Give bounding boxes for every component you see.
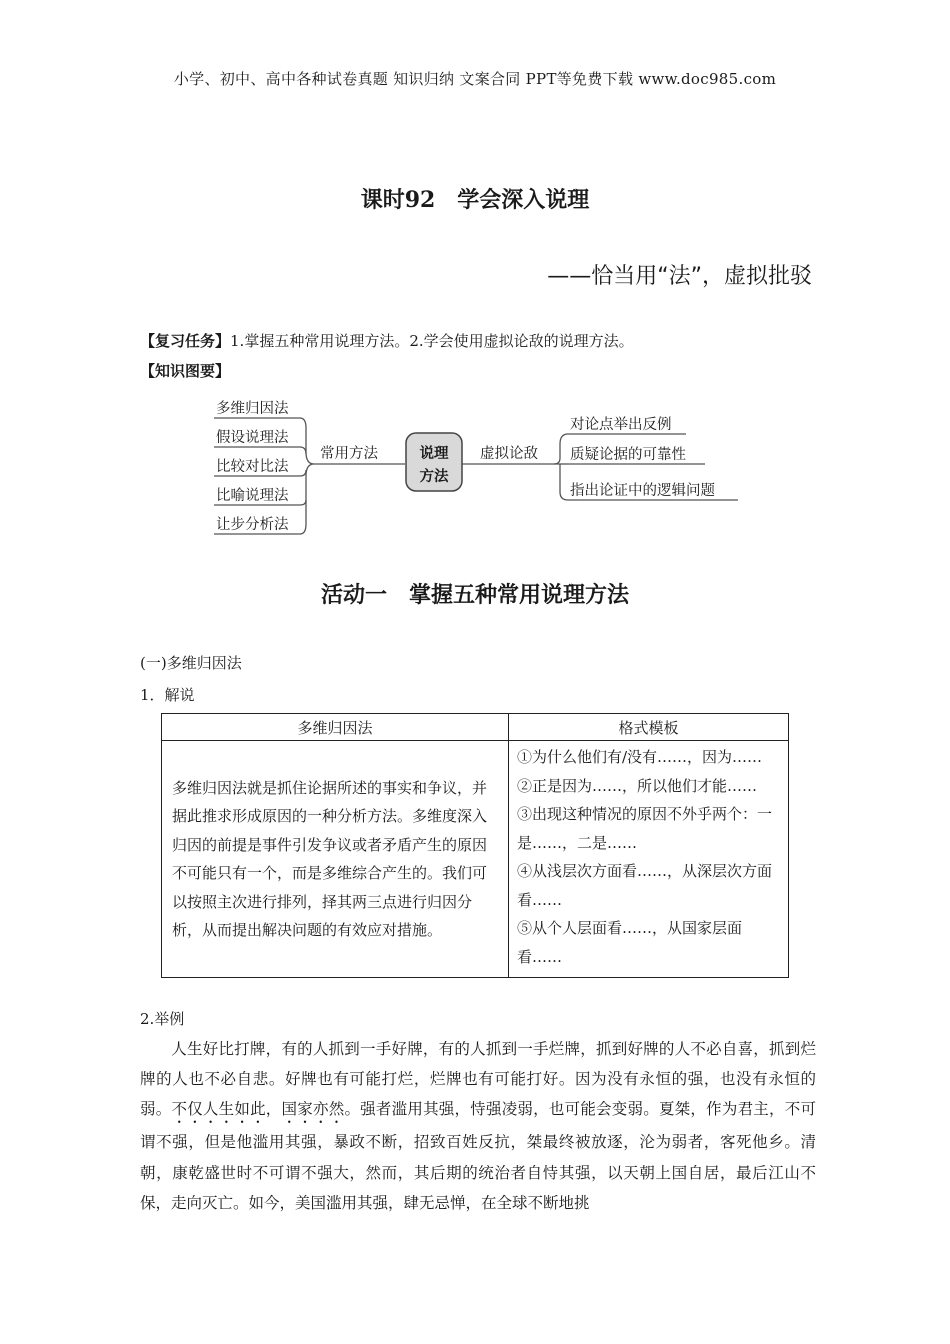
center-node-line2: 方法 xyxy=(419,469,449,485)
page-header: 小学、初中、高中各种试卷真题 知识归纳 文案合同 PPT等免费下载 www.doc985.com xyxy=(173,70,777,88)
center-node-line1: 说理 xyxy=(419,446,449,462)
subsection-title: (一)多维归因法 xyxy=(140,654,242,672)
section-title: 活动一 掌握五种常用说理方法 xyxy=(320,582,629,608)
right-item: 质疑论据的可靠性 xyxy=(570,447,686,463)
knowledge-mind-map xyxy=(200,388,760,538)
left-item: 比喻说理法 xyxy=(216,488,289,504)
left-branch-label: 常用方法 xyxy=(320,446,378,462)
example-heading: 2.举例 xyxy=(140,1010,185,1028)
right-item: 指出论证中的逻辑问题 xyxy=(570,483,715,499)
table-header-template: 格式模板 xyxy=(509,714,789,741)
lesson-title: 课时92 学会深入说理 xyxy=(360,187,590,213)
method-table xyxy=(161,713,789,978)
template-item: ④从浅层次方面看……，从深层次方面看…… xyxy=(517,862,773,909)
right-branch-label: 虚拟论敌 xyxy=(480,446,538,462)
method-description: 多维归因法就是抓住论据所述的事实和争议，并据此推求形成原因的一种分析方法。多维度深入归因的前提是事件引发争议或者矛盾产生的原因不可能只有一个，而是多维综合产生的。我们可以按照主次进行排列，择其两三点进行归因分析，从而提出解决问题的有效应对措施。 xyxy=(162,741,509,978)
template-item: ①为什么他们有/没有……，因为…… xyxy=(517,748,763,766)
example-emphasis: 不仅人生如此，国家亦然 xyxy=(171,1100,345,1119)
left-item: 多维归因法 xyxy=(216,401,289,417)
review-task-label: 【复习任务】 xyxy=(140,332,231,350)
right-item: 对论点举出反例 xyxy=(570,417,672,433)
knowledge-map-label: 【知识图要】 xyxy=(140,362,231,380)
explain-heading: 1．解说 xyxy=(140,686,195,704)
lesson-subtitle: ——恰当用“法”，虚拟批驳 xyxy=(547,264,812,289)
left-item: 比较对比法 xyxy=(216,459,289,475)
example-paragraph xyxy=(140,1034,816,1218)
table-header-method: 多维归因法 xyxy=(162,714,509,741)
template-item: ③出现这种情况的原因不外乎两个：一是……，二是…… xyxy=(517,805,773,852)
template-item: ⑤从个人层面看……，从国家层面看…… xyxy=(517,919,743,966)
example-text-part2: 。强者滥用其强，恃强凌弱，也可能会变弱。夏桀，作为君主，不可谓不强，但是他滥用其强，暴政不断，招致百姓反抗，桀最终被放逐，沦为弱者，客死他乡。清朝，康乾盛世时不可谓不强大，然而，其后期的统治者自恃其强，以天朝上国自居，最后江山不保，走向灭亡。如今，美国滥用其强，肆无忌惮，在全球不断地挑 xyxy=(140,1100,816,1212)
example-text-part1: 人生好比打牌，有的人抓到一手好牌，有的人抓到一手烂牌，抓到好牌的人不必自喜，抓到烂牌的人也不必自悲。好牌也有可能打烂，烂牌也有可能打好。因为没有永恒的强，也没有永恒的弱。 xyxy=(140,1040,816,1119)
left-item: 假设说理法 xyxy=(216,430,289,446)
review-task-text: 1.掌握五种常用说理方法。2.学会使用虚拟论敌的说理方法。 xyxy=(230,332,634,350)
left-item: 让步分析法 xyxy=(216,517,289,533)
template-list xyxy=(509,741,789,978)
review-task xyxy=(140,330,634,351)
template-item: ②正是因为……，所以他们才能…… xyxy=(517,776,758,795)
